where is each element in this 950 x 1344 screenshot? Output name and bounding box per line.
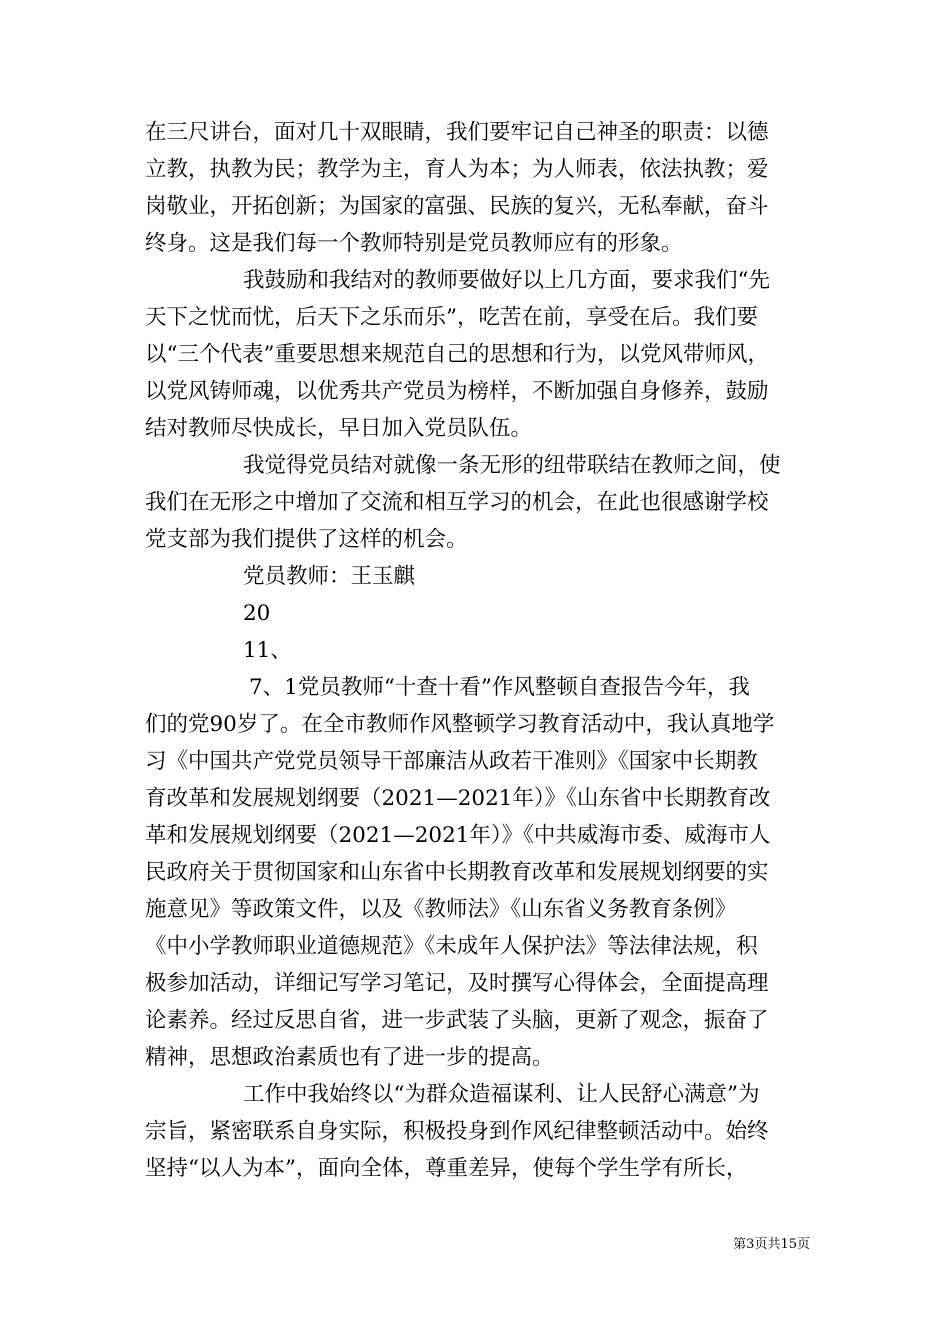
text-line: 党支部为我们提供了这样的机会。 [145,527,468,552]
text-line: 宗旨，紧密联系自身实际，积极投身到作风纪律整顿活动中。始终 [145,1119,769,1144]
paragraph-first-line: 我觉得党员结对就像一条无形的纽带联结在教师之间，使 [243,453,781,478]
text-line: 天下之忧而忧，后天下之乐而乐”，吃苦在前，享受在后。我们要 [145,305,758,330]
signature-line: 党员教师：王玉麒 [243,564,416,589]
text-line: 们的党90岁了。在全市教师作风整顿学习教育活动中，我认真地学 [145,712,775,737]
text-line: 精神，思想政治素质也有了进一步的提高。 [145,1045,554,1070]
text-line: 论素养。经过反思自省，进一步武装了头脑，更新了观念，振奋了 [145,1008,769,1033]
paragraph-first-line: 我鼓励和我结对的教师要做好以上几方面，要求我们“先 [243,268,770,293]
text-line: 坚持“以人为本”，面向全体，尊重差异，使每个学生学有所长， [145,1156,748,1181]
text-line: 育改革和发展规划纲要（2021—2021年）》《山东省中长期教育改 [145,786,771,811]
text-line: 民政府关于贯彻国家和山东省中长期教育改革和发展规划纲要的实 [145,860,769,885]
paragraph-first-line: 7、1党员教师“十查十看”作风整顿自查报告今年，我 [249,675,750,700]
text-line: 以“三个代表”重要思想来规范自己的思想和行为，以党风带师风， [145,342,769,367]
date-fragment-line: 20 [243,601,271,626]
text-line: 施意见》等政策文件，以及《教师法》《山东省义务教育条例》 [145,897,737,922]
text-line: 我们在无形之中增加了交流和相互学习的机会，在此也很感谢学校 [145,490,769,515]
text-line: 以党风铸师魂，以优秀共产党员为榜样，不断加强自身修养，鼓励 [145,379,769,404]
text-line: 《中小学教师职业道德规范》《未成年人保护法》等法律法规，积 [145,934,758,959]
paragraph-first-line: 工作中我始终以“为群众造福谋利、让人民舒心满意”为 [243,1082,760,1107]
page-number-footer: 第3页共15页 [733,1237,810,1252]
text-line: 革和发展规划纲要（2021—2021年）》《中共威海市委、威海市人 [145,823,771,848]
date-fragment-line: 11、 [243,638,292,663]
text-line: 结对教师尽快成长，早日加入党员队伍。 [145,416,533,441]
text-line: 在三尺讲台，面对几十双眼睛，我们要牢记自己神圣的职责：以德 [145,120,769,145]
text-line: 极参加活动，详细记写学习笔记，及时撰写心得体会，全面提高理 [145,971,769,996]
text-line: 岗敬业，开拓创新；为国家的富强、民族的复兴，无私奉献，奋斗 [145,194,769,219]
text-line: 终身。这是我们每一个教师特别是党员教师应有的形象。 [145,231,683,256]
text-line: 习《中国共产党党员领导干部廉洁从政若干准则》《国家中长期教 [145,749,758,774]
text-line: 立教，执教为民；教学为主，育人为本；为人师表，依法执教；爱 [145,157,769,182]
document-body [145,114,809,1187]
